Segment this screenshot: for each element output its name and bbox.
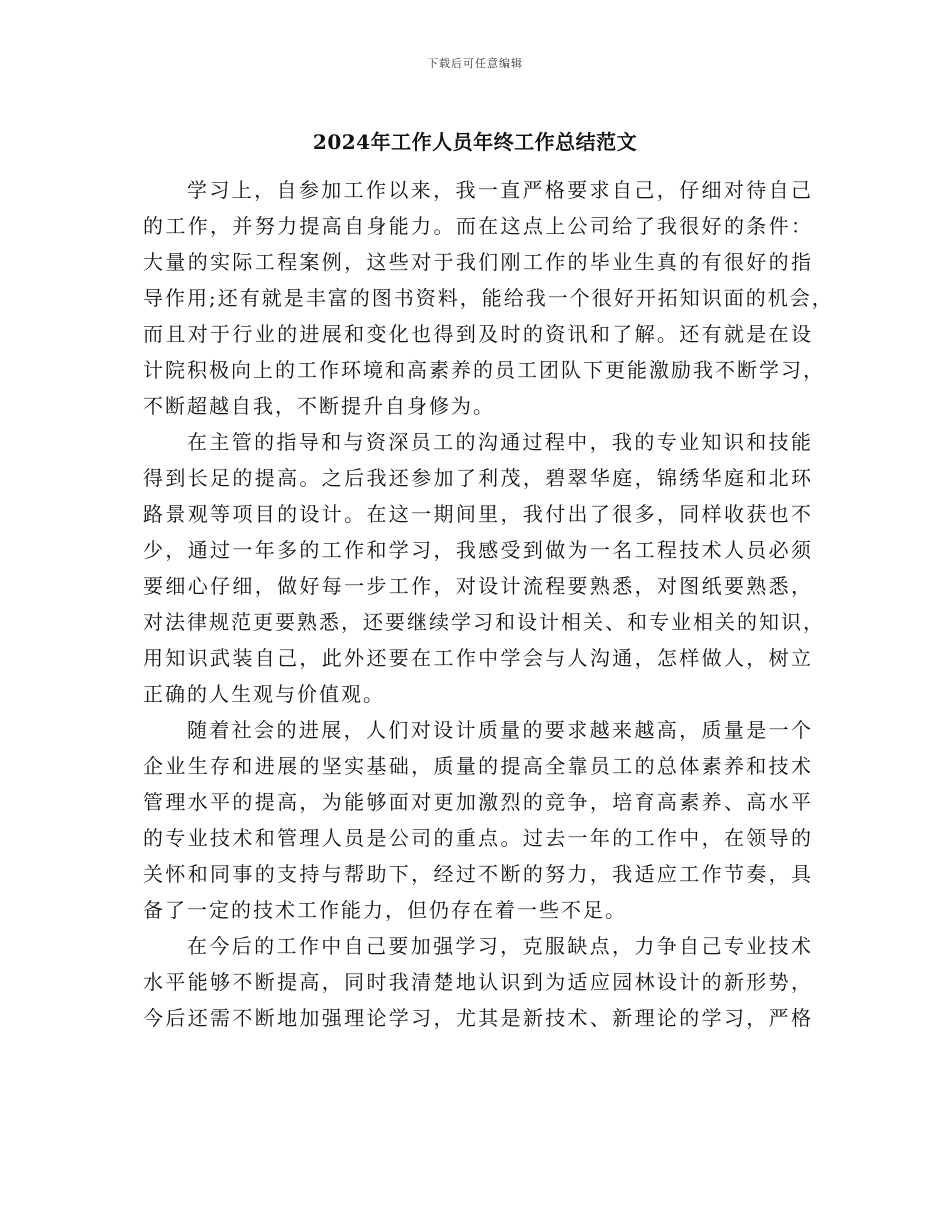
text-line: 企业生存和进展的坚实基础，质量的提高全靠员工的总体素养和技术 — [143, 754, 813, 778]
paragraph — [143, 712, 813, 928]
text-line: 得到长足的提高。之后我还参加了利茂，碧翠华庭，锦绣华庭和北环 — [143, 466, 813, 490]
text-line: 随着社会的进展，人们对设计质量的要求越来越高，质量是一个 — [187, 718, 813, 742]
text-line: 计院积极向上的工作环境和高素养的员工团队下更能激励我不断学习， — [143, 358, 825, 382]
text-line: 在主管的指导和与资深员工的沟通过程中，我的专业知识和技能 — [187, 430, 813, 454]
paragraph — [143, 172, 834, 424]
text-line: 大量的实际工程案例，这些对于我们刚工作的毕业生真的有很好的指 — [143, 250, 813, 274]
text-line: 管理水平的提高，为能够面对更加激烈的竞争，培育高素养、高水平 — [143, 790, 813, 814]
text-line: 水平能够不断提高，同时我清楚地认识到为适应园林设计的新形势， — [143, 970, 813, 994]
text-line: 路景观等项目的设计。在这一期间里，我付出了很多，同样收获也不 — [143, 502, 813, 526]
text-line: 用知识武装自己，此外还要在工作中学会与人沟通，怎样做人，树立 — [143, 646, 813, 670]
paragraph — [143, 424, 825, 712]
document-body — [143, 172, 834, 1036]
text-line: 导作用;还有就是丰富的图书资料，能给我一个很好开拓知识面的机会， — [143, 286, 834, 310]
text-line: 正确的人生观与价值观。 — [143, 682, 385, 706]
text-line: 的工作，并努力提高自身能力。而在这点上公司给了我很好的条件： — [143, 214, 813, 238]
text-line: 关怀和同事的支持与帮助下，经过不断的努力，我适应工作节奏，具 — [143, 862, 813, 886]
header-note: 下载后可任意编辑 — [427, 57, 523, 70]
text-line: 而且对于行业的进展和变化也得到及时的资讯和了解。还有就是在设 — [143, 322, 813, 346]
text-line: 的专业技术和管理人员是公司的重点。过去一年的工作中，在领导的 — [143, 826, 813, 850]
text-line: 少，通过一年多的工作和学习，我感受到做为一名工程技术人员必须 — [143, 538, 813, 562]
text-line: 不断超越自我，不断提升自身修为。 — [143, 394, 495, 418]
text-line: 对法律规范更要熟悉，还要继续学习和设计相关、和专业相关的知识， — [143, 610, 825, 634]
text-line: 今后还需不断地加强理论学习，尤其是新技术、新理论的学习，严格 — [143, 1006, 813, 1030]
document-title: 2024年工作人员年终工作总结范文 — [312, 130, 638, 154]
text-line: 要细心仔细，做好每一步工作，对设计流程要熟悉，对图纸要熟悉， — [143, 574, 813, 598]
text-line: 备了一定的技术工作能力，但仍存在着一些不足。 — [143, 898, 627, 922]
text-line: 在今后的工作中自己要加强学习，克服缺点，力争自己专业技术 — [187, 934, 813, 958]
paragraph — [143, 928, 813, 1036]
text-line: 学习上，自参加工作以来，我一直严格要求自己，仔细对待自己 — [187, 178, 813, 202]
